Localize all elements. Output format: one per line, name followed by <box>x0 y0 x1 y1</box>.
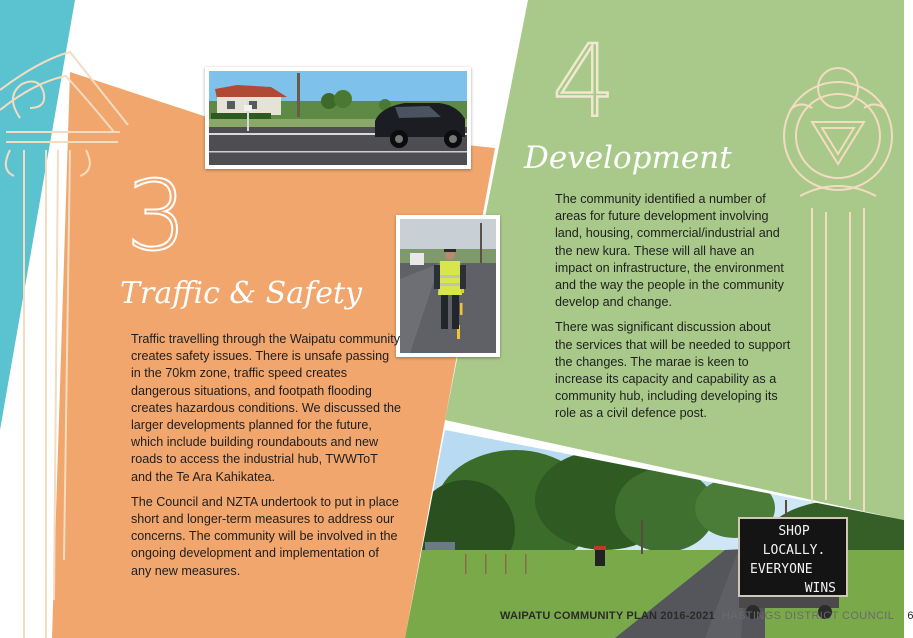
traffic-safety-body <box>131 331 401 588</box>
hi-vis-person-photo <box>396 215 500 357</box>
footer-plan-title: WAIPATU COMMUNITY PLAN 2016-2021 <box>500 610 715 622</box>
section-4-number: 4 <box>552 23 616 140</box>
traffic-safety-paragraph-1: Traffic travelling through the Waipatu community creates safety issues. There is unsafe passing in the 70km zone, traffic speed creates dangerous situations, and footpath flooding creates hazardous conditions. We discussed the larger developments planned for the future, which include building roundabouts and new roads to access the industrial hub, TWWToT and the Te Ara Kahikatea. <box>131 332 401 484</box>
footer-council-name: HASTINGS DISTRICT COUNCIL <box>721 610 895 622</box>
road-car-photo <box>205 67 471 169</box>
sign-line-3: WINS <box>804 581 836 596</box>
development-body <box>555 191 791 431</box>
sign-line-1: SHOP LOCALLY. <box>762 524 826 558</box>
development-paragraph-1: The community identified a number of areas for future development involving land, housing, commercial/industrial and the new kura. These will all have an impact on infrastructure, the environment and the way the people in the community develop and change. <box>555 192 784 310</box>
page-number: 6 <box>907 610 913 622</box>
section-3-number: 3 <box>126 160 188 272</box>
development-heading: Development <box>524 140 732 176</box>
page-footer <box>500 610 913 622</box>
development-paragraph-2: There was significant discussion about the services that will be needed to support the changes. The marae is keen to increase its capacity and capability as a community hub, including developing its role as a civil defence post. <box>555 320 791 421</box>
shop-locally-sign <box>744 522 844 598</box>
traffic-safety-heading: Traffic & Safety <box>120 276 362 311</box>
traffic-safety-paragraph-2: The Council and NZTA undertook to put in place short and longer-term measures to address our concerns. The community will be involved in the ongoing development and implementation of any new measures. <box>131 494 399 578</box>
sign-line-2: EVERYONE <box>750 562 813 577</box>
